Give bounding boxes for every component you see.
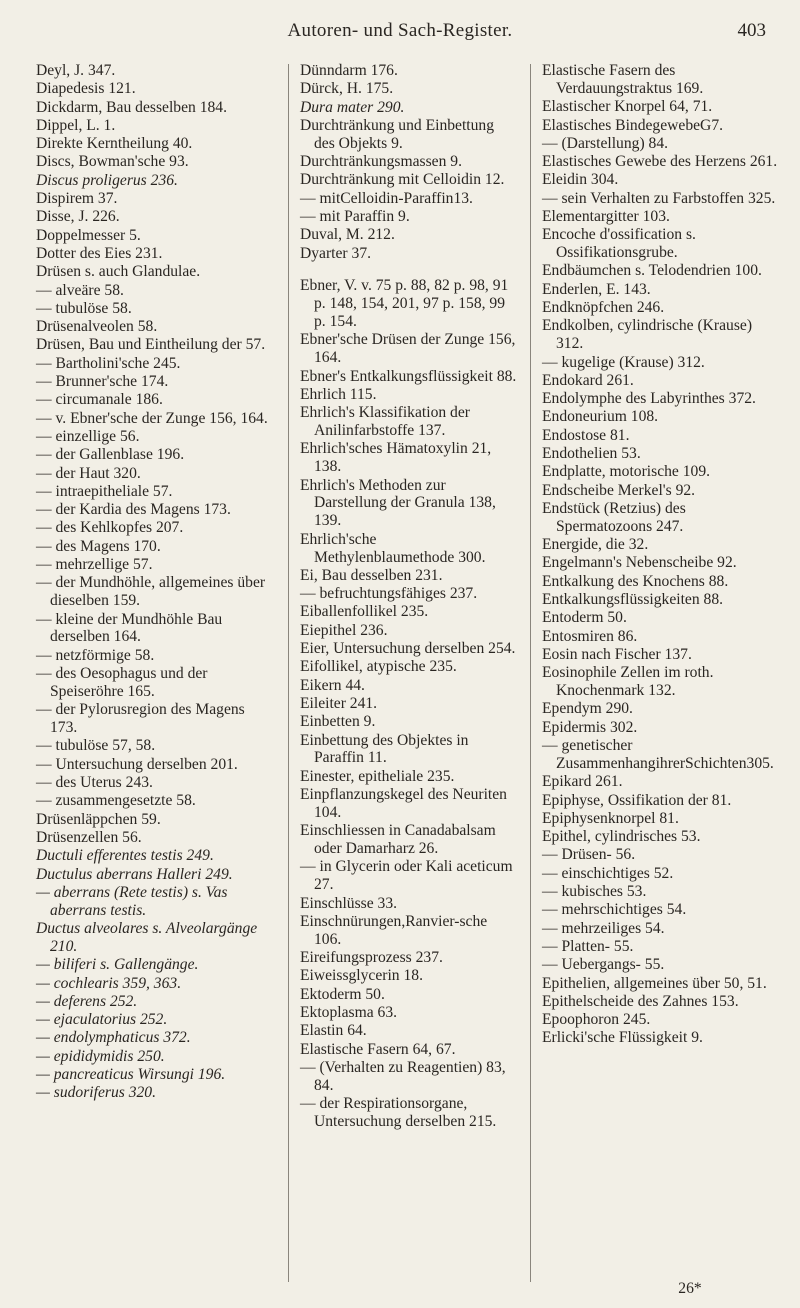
index-entry: Elastin 64.: [300, 1022, 367, 1040]
index-entry: — Uebergangs- 55.: [542, 956, 665, 974]
index-entry: — kubisches 53.: [542, 883, 647, 901]
page-header: [0, 20, 800, 50]
index-entry: Epidermis 302.: [542, 718, 638, 736]
index-entry: — der Respirationsorgane, Untersuchung derselben 215.: [300, 1095, 497, 1131]
index-entry: Energide, die 32.: [542, 536, 649, 554]
index-entry: Epithelscheide des Zahnes 153.: [542, 992, 739, 1010]
index-entry: — genetischer ZusammenhangihrerSchichten305.: [542, 737, 774, 772]
index-entry: Eifollikel, atypische 235.: [300, 658, 457, 676]
index-entry: Dura mater 290.: [300, 98, 405, 116]
index-entry: — Drüsen- 56.: [542, 846, 636, 864]
index-entry: — tubulöse 57, 58.: [36, 737, 156, 755]
index-entry: Dippel, L. 1.: [36, 116, 116, 134]
index-entry: Drüsenläppchen 59.: [36, 810, 161, 828]
entry-gap: [300, 263, 518, 277]
index-entry: Ektoderm 50.: [300, 985, 385, 1003]
index-entry: Discus proligerus 236.: [36, 171, 178, 189]
index-entry: Entkalkungsflüssigkeiten 88.: [542, 591, 724, 609]
index-entry: — endolymphaticus 372.: [36, 1029, 191, 1047]
index-entry: Elementargitter 103.: [542, 207, 670, 225]
index-entry: — circumanale 186.: [36, 391, 163, 409]
index-entry: Diapedesis 121.: [36, 80, 136, 98]
index-entry: — des Magens 170.: [36, 537, 161, 555]
column-divider: [288, 64, 289, 1282]
index-entry: — (Darstellung) 84.: [542, 134, 669, 152]
index-entry: Duval, M. 212.: [300, 226, 395, 244]
index-entry: — (Verhalten zu Reagentien) 83, 84.: [300, 1058, 506, 1094]
index-entry: — pancreaticus Wirsungi 196.: [36, 1065, 226, 1083]
index-entry: — zusammengesetzte 58.: [36, 792, 196, 810]
index-entry: — intraepitheliale 57.: [36, 482, 173, 500]
index-entry: Einschnürungen,Ranvier-sche 106.: [300, 912, 488, 948]
index-entry: Elastisches BindegewebeG7.: [542, 116, 724, 134]
index-entry: Eiweissglycerin 18.: [300, 967, 423, 985]
index-entry: Ductulus aberrans Halleri 249.: [36, 865, 233, 883]
index-entry: — Untersuchung derselben 201.: [36, 755, 238, 773]
index-entry: Endscheibe Merkel's 92.: [542, 481, 696, 499]
index-entry: Endknöpfchen 246.: [542, 299, 665, 317]
index-entry: Einschlüsse 33.: [300, 894, 398, 912]
index-entry: Endolymphe des Labyrinthes 372.: [542, 390, 756, 408]
index-entry: Dünndarm 176.: [300, 62, 398, 79]
index-entry: Entkalkung des Knochens 88.: [542, 572, 729, 590]
index-entry: — einzellige 56.: [36, 427, 140, 445]
index-entry: — Brunner'sche 174.: [36, 373, 169, 391]
index-entry: — in Glycerin oder Kali aceticum 27.: [300, 858, 513, 894]
index-entry: — mit Paraffin 9.: [300, 207, 410, 225]
index-entry: Enderlen, E. 143.: [542, 280, 651, 298]
index-entry: Ehrlich'sche Methylenblaumethode 300.: [300, 530, 486, 566]
index-entry: — ejaculatorius 252.: [36, 1011, 168, 1029]
index-entry: Endostose 81.: [542, 426, 630, 444]
index-entry: Disse, J. 226.: [36, 208, 120, 226]
index-entry: Eier, Untersuchung derselben 254.: [300, 640, 516, 658]
index-entry: — mehrzellige 57.: [36, 556, 153, 574]
index-entry: Doppelmesser 5.: [36, 226, 141, 244]
index-entry: Entoderm 50.: [542, 609, 627, 627]
index-entry: Einschliessen in Canadabalsam oder Damarharz 26.: [300, 822, 496, 858]
index-entry: Eosin nach Fischer 137.: [542, 645, 692, 663]
index-entry: Durchtränkung und Einbettung des Objekts 9.: [300, 116, 495, 152]
index-entry: Elastisches Gewebe des Herzens 261.: [542, 153, 778, 171]
index-entry: Epithel, cylindrisches 53.: [542, 828, 701, 846]
index-column-3: [542, 62, 780, 1048]
index-entry: — kugelige (Krause) 312.: [542, 353, 705, 371]
index-entry: Ductus alveolares s. Alveolargänge 210.: [36, 920, 258, 955]
index-entry: Epithelien, allgemeines über 50, 51.: [542, 974, 767, 992]
index-entry: Entosmiren 86.: [542, 627, 638, 645]
index-entry: Endbäumchen s. Telodendrien 100.: [542, 262, 762, 280]
index-entry: Epoophoron 245.: [542, 1011, 651, 1029]
index-entry: Endplatte, motorische 109.: [542, 463, 711, 481]
column-divider: [530, 64, 531, 1282]
index-entry: Drüsenzellen 56.: [36, 828, 142, 846]
index-entry: Dotter des Eies 231.: [36, 244, 163, 262]
index-entry: Ependym 290.: [542, 700, 633, 718]
index-entry: — einschichtiges 52.: [542, 864, 674, 882]
running-title: Autoren- und Sach-Register.: [287, 20, 513, 41]
index-entry: Ehrlich's Klassifikation der Anilinfarbstoffe 137.: [300, 404, 470, 440]
index-entry: Dyarter 37.: [300, 244, 372, 262]
index-entry: Dürck, H. 175.: [300, 80, 394, 98]
index-entry: — des Oesophagus und der Speiseröhre 165.: [36, 665, 208, 700]
index-entry: Ebner'sche Drüsen der Zunge 156, 164.: [300, 331, 516, 367]
index-entry: Drüsen s. auch Glandulae.: [36, 263, 201, 281]
index-entry: — cochlearis 359, 363.: [36, 974, 182, 992]
index-entry: — aberrans (Rete testis) s. Vas aberrans testis.: [36, 883, 228, 919]
index-entry: — der Haut 320.: [36, 464, 141, 482]
page-number: 403: [737, 20, 766, 41]
index-entry: Endkolben, cylindrische (Krause) 312.: [542, 317, 753, 353]
index-entry: Encoche d'ossification s. Ossifikationsgrube.: [542, 226, 696, 262]
index-entry: — tubulöse 58.: [36, 299, 132, 317]
index-entry: — deferens 252.: [36, 992, 138, 1010]
signature-mark: 26*: [678, 1280, 702, 1297]
index-entry: Discs, Bowman'sche 93.: [36, 153, 189, 171]
index-entry: Eosinophile Zellen im roth. Knochenmark 132.: [542, 664, 714, 700]
index-entry: Eiepithel 236.: [300, 621, 388, 639]
index-entry: Dickdarm, Bau desselben 184.: [36, 98, 227, 116]
index-entry: Ektoplasma 63.: [300, 1004, 398, 1022]
index-entry: Endothelien 53.: [542, 445, 641, 463]
index-entry: Ei, Bau desselben 231.: [300, 566, 443, 584]
index-entry: Ductuli efferentes testis 249.: [36, 847, 214, 865]
index-entry: — v. Ebner'sche der Zunge 156, 164.: [36, 409, 268, 427]
index-entry: — der Mundhöhle, allgemeines über dieselben 159.: [36, 574, 266, 610]
index-entry: Engelmann's Nebenscheibe 92.: [542, 554, 737, 572]
index-entry: — Bartholini'sche 245.: [36, 354, 181, 372]
index-entry: Eiballenfollikel 235.: [300, 603, 429, 621]
index-entry: — epididymidis 250.: [36, 1047, 165, 1065]
index-entry: Epikard 261.: [542, 773, 623, 791]
index-entry: Einester, epitheliale 235.: [300, 767, 455, 785]
index-entry: Eireifungsprozess 237.: [300, 949, 443, 967]
index-entry: Ehrlich'sches Hämatoxylin 21, 138.: [300, 440, 492, 476]
index-entry: Einpflanzungskegel des Neuriten 104.: [300, 786, 507, 821]
index-entry: — Platten- 55.: [542, 937, 634, 955]
index-column-2: [300, 62, 518, 1131]
index-entry: — sudoriferus 320.: [36, 1084, 156, 1102]
index-entry: Endstück (Retzius) des Spermatozoons 247.: [542, 499, 686, 535]
index-entry: Elastische Fasern des Verdauungstraktus 169.: [542, 62, 704, 97]
index-entry: Epiphysenknorpel 81.: [542, 809, 679, 827]
index-entry: Einbettung des Objektes in Paraffin 11.: [300, 731, 469, 767]
index-entry: — des Kehlkopfes 207.: [36, 519, 184, 537]
index-entry: Drüsen, Bau und Eintheilung der 57.: [36, 336, 266, 354]
index-entry: Endoneurium 108.: [542, 408, 659, 426]
index-entry: Elastischer Knorpel 64, 71.: [542, 98, 713, 116]
index-entry: Durchtränkungsmassen 9.: [300, 153, 462, 171]
index-entry: Ebner's Entkalkungsflüssigkeit 88.: [300, 367, 517, 385]
index-entry: Eleidin 304.: [542, 171, 619, 189]
index-entry: — alveäre 58.: [36, 281, 124, 299]
index-entry: — der Pylorusregion des Magens 173.: [36, 701, 245, 737]
index-entry: Elastische Fasern 64, 67.: [300, 1040, 456, 1058]
index-entry: Ehrlich 115.: [300, 385, 377, 403]
index-entry: — mehrzeiliges 54.: [542, 919, 665, 937]
index-entry: Erlicki'sche Flüssigkeit 9.: [542, 1029, 703, 1047]
index-entry: — kleine der Mundhöhle Bau derselben 164.: [36, 610, 223, 646]
index-entry: Direkte Kerntheilung 40.: [36, 135, 193, 153]
index-entry: Epiphyse, Ossifikation der 81.: [542, 791, 732, 809]
index-entry: — netzförmige 58.: [36, 646, 155, 664]
index-entry: Deyl, J. 347.: [36, 62, 116, 79]
index-entry: Eikern 44.: [300, 676, 365, 694]
index-entry: — mitCelloidin-Paraffin13.: [300, 189, 473, 207]
index-entry: Eileiter 241.: [300, 694, 378, 712]
index-entry: — der Kardia des Magens 173.: [36, 501, 231, 519]
index-entry: — biliferi s. Gallengänge.: [36, 956, 199, 974]
index-entry: Einbetten 9.: [300, 713, 376, 731]
index-column-1: [36, 62, 274, 1103]
index-entry: — des Uterus 243.: [36, 774, 153, 792]
index-entry: Ehrlich's Methoden zur Darstellung der Granula 138, 139.: [300, 476, 496, 530]
index-entry: — der Gallenblase 196.: [36, 446, 185, 464]
index-entry: — mehrschichtiges 54.: [542, 901, 687, 919]
index-entry: Endokard 261.: [542, 371, 634, 389]
index-entry: — sein Verhalten zu Farbstoffen 325.: [542, 189, 776, 207]
index-entry: Ebner, V. v. 75 p. 88, 82 p. 98, 91 p. 148, 154, 201, 97 p. 158, 99 p. 154.: [300, 277, 509, 331]
index-entry: Durchtränkung mit Celloidin 12.: [300, 171, 505, 189]
index-entry: Drüsenalveolen 58.: [36, 318, 158, 336]
index-entry: Dispirem 37.: [36, 190, 118, 208]
index-entry: — befruchtungsfähiges 237.: [300, 585, 478, 603]
